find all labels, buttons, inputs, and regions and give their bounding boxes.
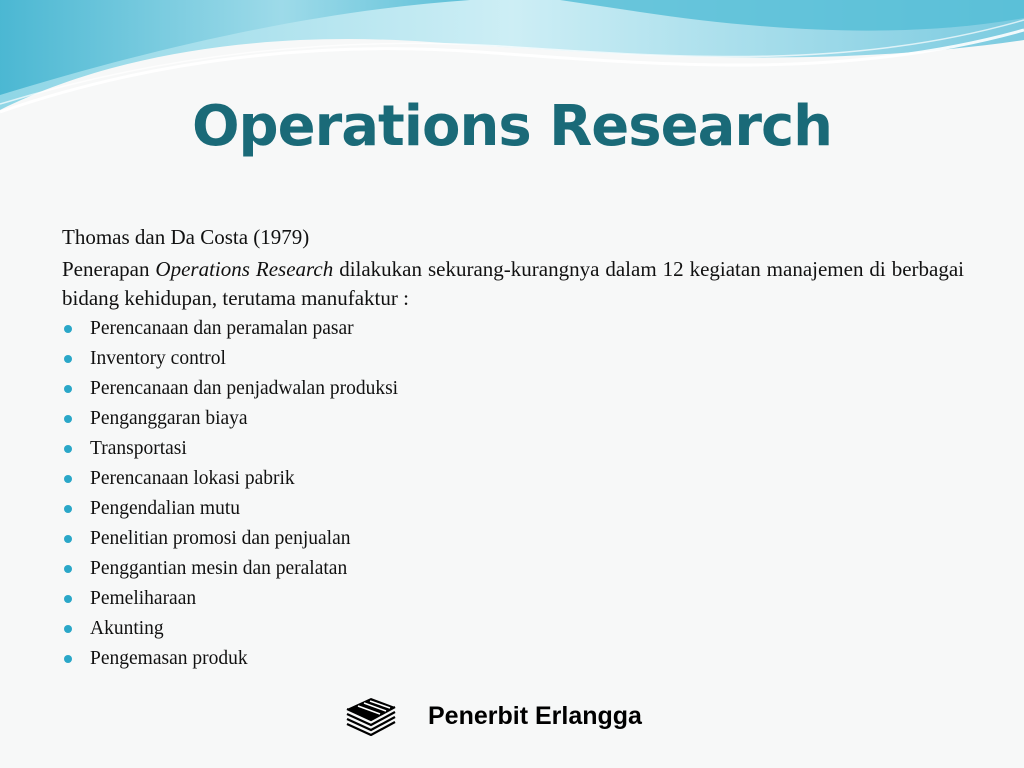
list-item-label: Penggantian mesin dan peralatan — [90, 558, 348, 579]
intro-emphasis: Operations Research — [155, 257, 334, 281]
list-item — [62, 344, 398, 374]
intro-paragraph — [62, 255, 964, 313]
bullet-dot-icon — [64, 595, 72, 603]
bullet-dot-icon — [64, 565, 72, 573]
bullet-dot-icon — [64, 445, 72, 453]
list-item — [62, 584, 398, 614]
list-item — [62, 554, 398, 584]
bullet-dot-icon — [64, 325, 72, 333]
bullet-dot-icon — [64, 475, 72, 483]
bullet-dot-icon — [64, 535, 72, 543]
list-item — [62, 494, 398, 524]
stacked-books-logo-icon — [344, 696, 398, 736]
slide-title: Operations Research — [191, 94, 833, 159]
bullet-dot-icon — [64, 415, 72, 423]
list-item — [62, 464, 398, 494]
source-citation: Thomas dan Da Costa (1979) — [62, 225, 310, 249]
bullet-dot-icon — [64, 625, 72, 633]
list-item-label: Perencanaan dan peramalan pasar — [90, 318, 354, 339]
bullet-dot-icon — [64, 385, 72, 393]
list-item — [62, 434, 398, 464]
list-item-label: Penganggaran biaya — [90, 408, 248, 429]
bullet-dot-icon — [64, 655, 72, 663]
list-item-label: Pengemasan produk — [90, 648, 248, 669]
bullet-dot-icon — [64, 355, 72, 363]
list-item-label: Pemeliharaan — [90, 588, 197, 609]
list-item-label: Pengendalian mutu — [90, 498, 241, 519]
list-item-label: Inventory control — [90, 348, 226, 369]
footer — [344, 694, 642, 738]
list-item — [62, 614, 398, 644]
list-item-label: Perencanaan dan penjadwalan produksi — [90, 378, 399, 399]
list-item-label: Transportasi — [90, 438, 187, 459]
intro-prefix: Penerapan — [62, 257, 156, 281]
list-item-label: Perencanaan lokasi pabrik — [90, 468, 295, 489]
list-item-label: Penelitian promosi dan penjualan — [90, 528, 351, 549]
list-item — [62, 524, 398, 554]
intro-suffix: dilakukan sekurang-kurangnya dalam 12 kegiatan manajemen di berbagai bidang kehidupan, terutama manufaktur : — [62, 257, 964, 310]
bullet-dot-icon — [64, 505, 72, 513]
list-item — [62, 404, 398, 434]
activity-list — [62, 314, 398, 674]
list-item — [62, 644, 398, 674]
publisher-name: Penerbit Erlangga — [428, 701, 642, 730]
list-item-label: Akunting — [90, 618, 164, 639]
list-item — [62, 314, 398, 344]
list-item — [62, 374, 398, 404]
